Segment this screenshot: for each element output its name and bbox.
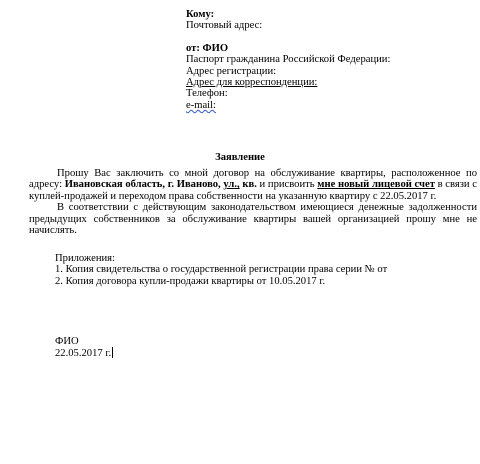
phone-label: Телефон: — [186, 88, 228, 100]
postal-address-label: Почтовый адрес: — [186, 20, 263, 32]
email-label: e-mail: — [186, 99, 217, 111]
signature-date: 22.05.2017 г. — [55, 348, 112, 360]
address-apartment: кв. — [239, 179, 257, 191]
document-title: Заявление — [215, 152, 265, 163]
attachments-label: Приложения: — [55, 253, 115, 264]
signer-name: ФИО — [55, 336, 79, 347]
paragraph-request: Прошу Вас заключить со мной договор на обслуживание квартиры, расположенное по адресу: Ивановская область, г. Иваново, ул., кв. и присвоить мне новый лицевой счет в связи с куплей-продажей и переходом права собственности на указанную квартиру с 22.05.2017 г. — [29, 168, 477, 202]
addressee-block — [186, 9, 476, 111]
text-cursor — [112, 347, 113, 358]
reg-address-label: Адрес регистрации: — [186, 65, 277, 77]
application-body — [29, 168, 477, 236]
attachments-block — [55, 253, 475, 287]
paragraph-debts: В соответствии с действующим законодательством имеющиеся денежные задолженности предыдущих собственников за обслуживание квартиры вашей организацией прошу мне не начислять. — [29, 202, 477, 237]
attachment-item-1: 1. Копия свидетельства о государственной регистрации права серии № от — [55, 264, 388, 276]
attachment-item-2: 2. Копия договора купли-продажи квартиры от 10.05.2017 г. — [55, 275, 326, 287]
account-request: мне новый лицевой счет — [317, 179, 435, 191]
address-region: Ивановская область, г. Иваново, — [64, 179, 224, 191]
corr-address-label: Адрес для корреспонденции: — [186, 77, 318, 89]
to-label: Кому: — [186, 9, 215, 20]
signature-block — [55, 336, 113, 360]
from-label: от: ФИО — [186, 42, 229, 54]
address-street: ул., — [223, 179, 240, 191]
passport-label: Паспорт гражданина Российской Федерации: — [186, 54, 391, 66]
